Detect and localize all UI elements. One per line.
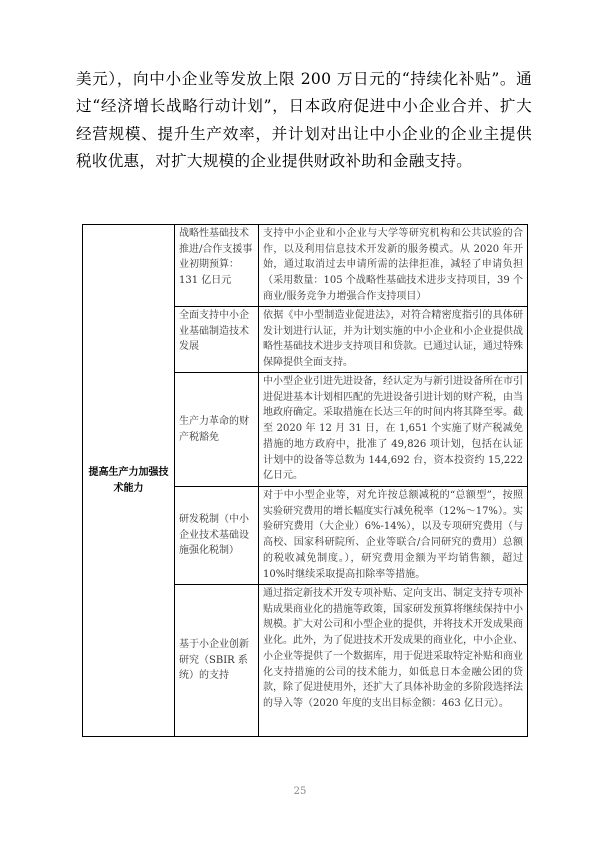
measure-name: 研发税制（中小企业技术基础设施强化税制） bbox=[175, 487, 259, 585]
measure-description: 依据《中小型制造业促进法》，对符合精密度指引的具体研发计划进行认证，并为计划实施的中小企业和小企业提供战略性基础技术进步支持项目和贷款。已通过认证，通过特殊保障提供全面支持。 bbox=[259, 307, 528, 373]
intro-text-block bbox=[76, 66, 532, 176]
table-row bbox=[83, 225, 528, 307]
measure-name: 全面支持中小企业基础制造技术发展 bbox=[175, 307, 259, 373]
measure-name: 生产力革命的财产税豁免 bbox=[175, 373, 259, 487]
measure-description: 通过指定新技术开发专项补贴、定向支出、制定支持专项补贴成果商业化的措施等政策，国家研发预算将继续保持中小规模。扩大对公司和小型企业的提供，并将技术开发成果商业化。此外，为了促进技术开发成果的商业化，中小企业、小企业等提供了一个数据库，用于促进采取特定补贴和商业化支持措施的公司的技术能力，如低息日本金融公团的贷款，除了促进使用外，还扩大了具体补助金的多阶段选择法的导入等（2020 年度的支出目标金额：463 亿日元）。 bbox=[259, 585, 528, 737]
category-cell: 提高生产力加强技术能力 bbox=[83, 225, 175, 737]
measure-description: 中小型企业引进先进设备，经认定为与新引进设备所在市引进促进基本计划相匹配的先进设备引进计划的财产税，由当地政府确定。采取措施在长达三年的时间内将其降至零。截至 2020 年 12 月 31 日，在 1,651 个实施了财产税减免措施的地方政府中，批准了 49,826 项计划，包括在认证计划中的设备等总数为 144,692 台，资本投资约 15,222 亿日元。 bbox=[259, 373, 528, 487]
intro-paragraph: 美元），向中小企业等发放上限 200 万日元的“持续化补贴”。通过“经济增长战略行动计划”，日本政府促进中小企业合并、扩大经营规模、提升生产效率，并计划对出让中小企业的企业主提供税收优惠，对扩大规模的企业提供财政补助和金融支持。 bbox=[76, 70, 532, 171]
page-number: 25 bbox=[293, 786, 307, 797]
measure-name: 战略性基础技术推进/合作支援事业初期预算：131 亿日元 bbox=[175, 225, 259, 307]
policy-table bbox=[82, 224, 528, 737]
measure-description: 对于中小型企业等，对允许按总额减税的“总额型”，按照实验研究费用的增长幅度实行减免税率（12%～17%）。实验研究费用（大企业）6%-14%），以及专项研究费用（与高校、国家科研院所、企业等联合/合同研究的费用）总额的税收减免制度。），研究费用金额为平均销售额，超过 10%时继续采取提高扣除率等措施。 bbox=[259, 487, 528, 585]
measure-name: 基于小企业创新研究（SBIR 系统）的支持 bbox=[175, 585, 259, 737]
measure-description: 支持中小企业和小企业与大学等研究机构和公共试验的合作，以及利用信息技术开发新的服务模式。从 2020 年开始，通过取消过去申请所需的法律拒准，减轻了申请负担（采用数量：105 个战略性基础技术进步支持项目，39 个商业/服务竞争力增强合作支持项目） bbox=[259, 225, 528, 307]
